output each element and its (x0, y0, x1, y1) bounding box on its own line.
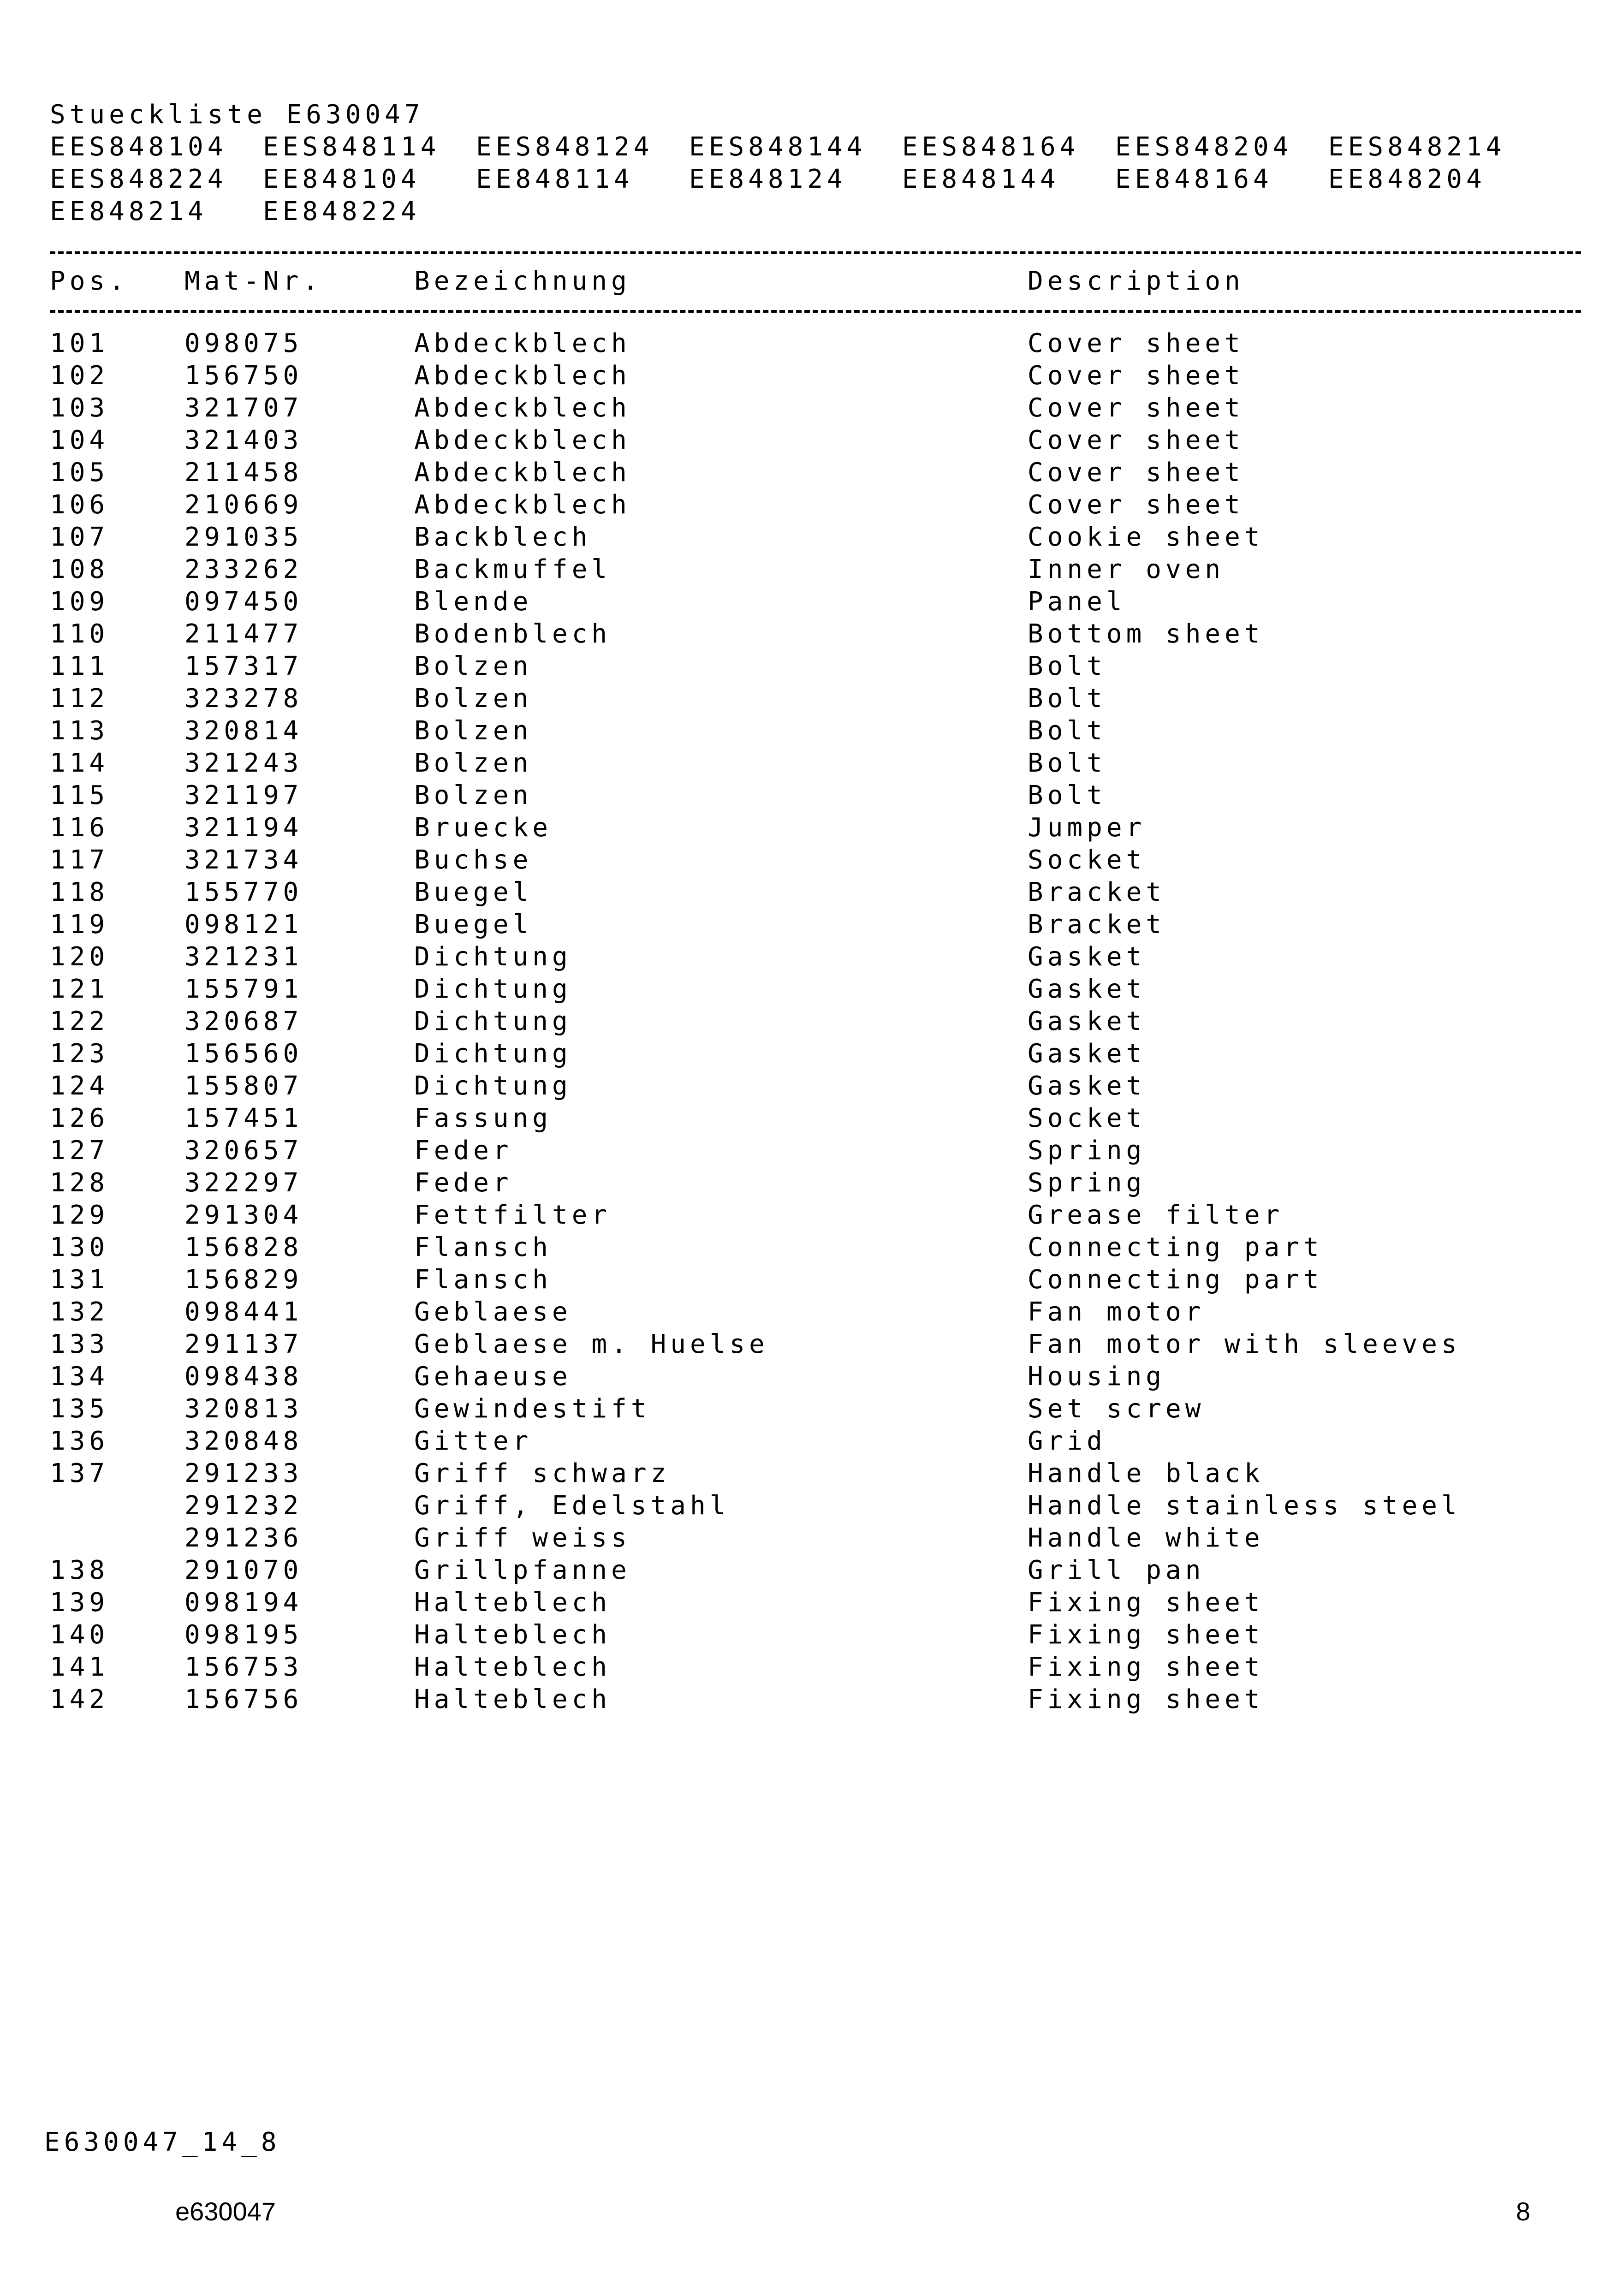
table-row (50, 715, 1581, 747)
cell-bezeichnung: Bruecke (414, 813, 553, 843)
column-header-pos: Pos. (50, 266, 129, 296)
model-number: EES848144 (689, 132, 867, 162)
cell-pos: 107 (50, 522, 109, 552)
cell-bezeichnung: Backmuffel (414, 554, 612, 584)
cell-pos: 122 (50, 1006, 109, 1036)
parts-list-title: Stueckliste E630047 (50, 100, 424, 130)
cell-pos: 126 (50, 1103, 109, 1133)
cell-mat-nr: 157317 (184, 651, 303, 681)
cell-description: Fixing sheet (1028, 1620, 1264, 1650)
cell-bezeichnung: Abdeckblech (414, 328, 631, 358)
cell-pos: 127 (50, 1136, 109, 1166)
cell-bezeichnung: Buegel (414, 910, 533, 940)
table-row (50, 1167, 1581, 1199)
cell-mat-nr: 156829 (184, 1265, 303, 1295)
cell-bezeichnung: Gitter (414, 1426, 533, 1456)
cell-description: Bolt (1028, 780, 1106, 810)
cell-pos: 114 (50, 748, 109, 778)
cell-description: Grid (1028, 1426, 1106, 1456)
model-number: EE848114 (476, 164, 634, 194)
table-row (50, 1038, 1581, 1070)
table-row (50, 1619, 1581, 1651)
cell-description: Set screw (1028, 1394, 1205, 1424)
table-row (50, 1199, 1581, 1231)
model-number: EES848114 (263, 132, 440, 162)
cell-mat-nr: 098438 (184, 1362, 303, 1392)
cell-bezeichnung: Halteblech (414, 1652, 612, 1682)
cell-pos: 102 (50, 361, 109, 391)
cell-mat-nr: 321231 (184, 942, 303, 972)
cell-mat-nr: 321734 (184, 845, 303, 875)
cell-description: Gasket (1028, 1039, 1146, 1069)
cell-description: Handle stainless steel (1028, 1491, 1461, 1521)
cell-description: Cover sheet (1028, 361, 1244, 391)
cell-mat-nr: 320657 (184, 1136, 303, 1166)
cell-pos: 121 (50, 974, 109, 1004)
cell-bezeichnung: Halteblech (414, 1620, 612, 1650)
cell-description: Cover sheet (1028, 490, 1244, 520)
cell-pos: 136 (50, 1426, 109, 1456)
cell-bezeichnung: Flansch (414, 1232, 553, 1262)
cell-description: Cover sheet (1028, 425, 1244, 455)
cell-description: Grease filter (1028, 1200, 1284, 1230)
cell-pos: 133 (50, 1329, 109, 1359)
table-row (50, 1231, 1581, 1264)
cell-description: Fan motor (1028, 1297, 1205, 1327)
cell-pos: 128 (50, 1168, 109, 1198)
cell-mat-nr: 211458 (184, 458, 303, 488)
cell-bezeichnung: Geblaese m. Huelse (414, 1329, 769, 1359)
column-header-description: Description (1028, 266, 1244, 296)
table-row (50, 327, 1581, 360)
table-row (50, 489, 1581, 521)
cell-mat-nr: 320814 (184, 716, 303, 746)
table-row (50, 973, 1581, 1005)
table-row (50, 941, 1581, 973)
cell-mat-nr: 291236 (184, 1523, 303, 1553)
cell-pos: 141 (50, 1652, 109, 1682)
cell-pos: 135 (50, 1394, 109, 1424)
table-row (50, 1296, 1581, 1328)
cell-bezeichnung: Grillpfanne (414, 1555, 631, 1585)
table-row (50, 1490, 1581, 1522)
cell-description: Cover sheet (1028, 458, 1244, 488)
cell-mat-nr: 098441 (184, 1297, 303, 1327)
cell-description: Socket (1028, 1103, 1146, 1133)
cell-pos: 138 (50, 1555, 109, 1585)
cell-mat-nr: 321194 (184, 813, 303, 843)
cell-mat-nr: 321403 (184, 425, 303, 455)
page-number: 8 (1516, 2197, 1530, 2226)
model-number: EE848204 (1328, 164, 1486, 194)
table-row (50, 1070, 1581, 1102)
cell-pos: 103 (50, 393, 109, 423)
cell-pos: 119 (50, 910, 109, 940)
table-row (50, 586, 1581, 618)
cell-mat-nr: 155791 (184, 974, 303, 1004)
table-row (50, 1328, 1581, 1361)
table-row (50, 1005, 1581, 1038)
cell-description: Cover sheet (1028, 328, 1244, 358)
table-row (50, 683, 1581, 715)
cell-description: Spring (1028, 1168, 1146, 1198)
cell-description: Bolt (1028, 651, 1106, 681)
cell-mat-nr: 291304 (184, 1200, 303, 1230)
cell-bezeichnung: Blende (414, 587, 533, 617)
cell-pos: 120 (50, 942, 109, 972)
cell-mat-nr: 321707 (184, 393, 303, 423)
header-divider-bottom (50, 310, 1581, 313)
model-number: EES848224 (50, 164, 227, 194)
table-row (50, 1651, 1581, 1683)
cell-description: Connecting part (1028, 1232, 1323, 1262)
cell-mat-nr: 156753 (184, 1652, 303, 1682)
cell-pos: 123 (50, 1039, 109, 1069)
model-row (50, 163, 1486, 196)
cell-mat-nr: 156828 (184, 1232, 303, 1262)
cell-pos: 124 (50, 1071, 109, 1101)
table-row (50, 1425, 1581, 1457)
cell-pos: 108 (50, 554, 109, 584)
cell-mat-nr: 321243 (184, 748, 303, 778)
cell-pos: 106 (50, 490, 109, 520)
table-row (50, 1102, 1581, 1135)
cell-mat-nr: 320848 (184, 1426, 303, 1456)
cell-description: Bolt (1028, 716, 1106, 746)
cell-bezeichnung: Halteblech (414, 1588, 612, 1618)
table-row (50, 553, 1581, 586)
table-row (50, 457, 1581, 489)
model-row (50, 131, 1506, 163)
cell-description: Handle white (1028, 1523, 1264, 1553)
cell-pos: 111 (50, 651, 109, 681)
table-row (50, 812, 1581, 844)
cell-bezeichnung: Buchse (414, 845, 533, 875)
cell-pos: 101 (50, 328, 109, 358)
model-number: EE848224 (263, 196, 421, 226)
cell-mat-nr: 322297 (184, 1168, 303, 1198)
cell-mat-nr: 323278 (184, 684, 303, 714)
cell-bezeichnung: Feder (414, 1168, 513, 1198)
cell-pos: 129 (50, 1200, 109, 1230)
cell-description: Inner oven (1028, 554, 1225, 584)
cell-bezeichnung: Fassung (414, 1103, 553, 1133)
table-row (50, 1554, 1581, 1587)
cell-bezeichnung: Abdeckblech (414, 393, 631, 423)
cell-bezeichnung: Backblech (414, 522, 592, 552)
cell-mat-nr: 210669 (184, 490, 303, 520)
cell-description: Fixing sheet (1028, 1588, 1264, 1618)
model-number: EES848104 (50, 132, 227, 162)
cell-bezeichnung: Bolzen (414, 780, 533, 810)
cell-pos: 112 (50, 684, 109, 714)
cell-bezeichnung: Buegel (414, 877, 533, 907)
cell-pos: 130 (50, 1232, 109, 1262)
table-row (50, 909, 1581, 941)
table-row (50, 876, 1581, 909)
cell-mat-nr: 321197 (184, 780, 303, 810)
cell-bezeichnung: Abdeckblech (414, 425, 631, 455)
cell-description: Grill pan (1028, 1555, 1205, 1585)
document-header (50, 99, 1506, 228)
model-number: EE848124 (689, 164, 847, 194)
cell-mat-nr: 291232 (184, 1491, 303, 1521)
model-number: EE848214 (50, 196, 208, 226)
cell-pos: 137 (50, 1458, 109, 1488)
cell-bezeichnung: Gehaeuse (414, 1362, 572, 1392)
cell-bezeichnung: Griff weiss (414, 1523, 631, 1553)
table-row (50, 747, 1581, 779)
cell-mat-nr: 156560 (184, 1039, 303, 1069)
cell-description: Housing (1028, 1362, 1166, 1392)
cell-mat-nr: 233262 (184, 554, 303, 584)
footer-document-id: e630047 (175, 2197, 276, 2226)
model-number: EE848164 (1115, 164, 1273, 194)
cell-mat-nr: 291233 (184, 1458, 303, 1488)
table-row (50, 650, 1581, 683)
cell-description: Bolt (1028, 684, 1106, 714)
cell-mat-nr: 211477 (184, 619, 303, 649)
table-row (50, 392, 1581, 424)
cell-description: Handle black (1028, 1458, 1264, 1488)
cell-mat-nr: 098195 (184, 1620, 303, 1650)
cell-description: Panel (1028, 587, 1126, 617)
column-header-bezeichnung: Bezeichnung (414, 266, 631, 296)
model-number: EE848104 (263, 164, 421, 194)
cell-description: Cover sheet (1028, 393, 1244, 423)
cell-mat-nr: 320687 (184, 1006, 303, 1036)
cell-description: Socket (1028, 845, 1146, 875)
cell-pos: 115 (50, 780, 109, 810)
cell-description: Fan motor with sleeves (1028, 1329, 1461, 1359)
cell-bezeichnung: Dichtung (414, 1071, 572, 1101)
cell-mat-nr: 155770 (184, 877, 303, 907)
model-row (50, 196, 424, 228)
cell-mat-nr: 098075 (184, 328, 303, 358)
table-row (50, 1393, 1581, 1425)
cell-bezeichnung: Bolzen (414, 684, 533, 714)
parts-table (50, 327, 1581, 1716)
model-number: EES848124 (476, 132, 654, 162)
cell-mat-nr: 291070 (184, 1555, 303, 1585)
cell-pos: 104 (50, 425, 109, 455)
table-row (50, 1264, 1581, 1296)
cell-bezeichnung: Griff, Edelstahl (414, 1491, 730, 1521)
cell-bezeichnung: Dichtung (414, 1039, 572, 1069)
cell-pos: 110 (50, 619, 109, 649)
cell-description: Jumper (1028, 813, 1146, 843)
cell-bezeichnung: Bolzen (414, 651, 533, 681)
table-row (50, 1683, 1581, 1716)
cell-description: Gasket (1028, 942, 1146, 972)
footer-code: E630047_14_8 (44, 2127, 281, 2157)
cell-bezeichnung: Geblaese (414, 1297, 572, 1327)
cell-description: Bracket (1028, 910, 1166, 940)
cell-bezeichnung: Bodenblech (414, 619, 612, 649)
table-row (50, 1361, 1581, 1393)
table-row (50, 360, 1581, 392)
cell-pos: 118 (50, 877, 109, 907)
model-number: EE848144 (902, 164, 1060, 194)
cell-bezeichnung: Bolzen (414, 716, 533, 746)
cell-description: Bracket (1028, 877, 1166, 907)
cell-description: Connecting part (1028, 1265, 1323, 1295)
cell-bezeichnung: Dichtung (414, 1006, 572, 1036)
cell-mat-nr: 098121 (184, 910, 303, 940)
column-header-mat-nr: Mat-Nr. (184, 266, 323, 296)
cell-pos: 109 (50, 587, 109, 617)
table-row (50, 521, 1581, 553)
cell-mat-nr: 156750 (184, 361, 303, 391)
cell-bezeichnung: Dichtung (414, 974, 572, 1004)
cell-bezeichnung: Feder (414, 1136, 513, 1166)
cell-mat-nr: 155807 (184, 1071, 303, 1101)
cell-bezeichnung: Griff schwarz (414, 1458, 671, 1488)
table-row (50, 1587, 1581, 1619)
cell-description: Bottom sheet (1028, 619, 1264, 649)
cell-pos: 139 (50, 1588, 109, 1618)
cell-pos: 116 (50, 813, 109, 843)
cell-mat-nr: 097450 (184, 587, 303, 617)
cell-pos: 117 (50, 845, 109, 875)
cell-mat-nr: 098194 (184, 1588, 303, 1618)
cell-description: Fixing sheet (1028, 1652, 1264, 1682)
cell-pos: 113 (50, 716, 109, 746)
table-row (50, 424, 1581, 457)
cell-description: Spring (1028, 1136, 1146, 1166)
cell-bezeichnung: Abdeckblech (414, 361, 631, 391)
cell-bezeichnung: Dichtung (414, 942, 572, 972)
cell-bezeichnung: Gewindestift (414, 1394, 651, 1424)
cell-mat-nr: 157451 (184, 1103, 303, 1133)
cell-description: Gasket (1028, 974, 1146, 1004)
cell-description: Gasket (1028, 1006, 1146, 1036)
cell-bezeichnung: Bolzen (414, 748, 533, 778)
cell-mat-nr: 291137 (184, 1329, 303, 1359)
cell-pos: 142 (50, 1684, 109, 1714)
cell-mat-nr: 320813 (184, 1394, 303, 1424)
cell-description: Cookie sheet (1028, 522, 1264, 552)
cell-pos: 131 (50, 1265, 109, 1295)
cell-mat-nr: 291035 (184, 522, 303, 552)
cell-mat-nr: 156756 (184, 1684, 303, 1714)
cell-bezeichnung: Fettfilter (414, 1200, 612, 1230)
cell-pos: 105 (50, 458, 109, 488)
table-row (50, 618, 1581, 650)
column-headers (50, 265, 1581, 297)
header-divider-top (50, 251, 1581, 254)
table-row (50, 1457, 1581, 1490)
model-number: EES848164 (902, 132, 1080, 162)
cell-bezeichnung: Abdeckblech (414, 458, 631, 488)
cell-description: Fixing sheet (1028, 1684, 1264, 1714)
table-row (50, 1135, 1581, 1167)
cell-pos: 132 (50, 1297, 109, 1327)
cell-bezeichnung: Abdeckblech (414, 490, 631, 520)
table-row (50, 1522, 1581, 1554)
model-number: EES848214 (1328, 132, 1506, 162)
cell-pos: 140 (50, 1620, 109, 1650)
model-list (50, 131, 1506, 228)
model-number: EES848204 (1115, 132, 1293, 162)
table-row (50, 779, 1581, 812)
cell-bezeichnung: Halteblech (414, 1684, 612, 1714)
cell-pos: 134 (50, 1362, 109, 1392)
table-row (50, 844, 1581, 876)
cell-description: Bolt (1028, 748, 1106, 778)
cell-bezeichnung: Flansch (414, 1265, 553, 1295)
cell-description: Gasket (1028, 1071, 1146, 1101)
